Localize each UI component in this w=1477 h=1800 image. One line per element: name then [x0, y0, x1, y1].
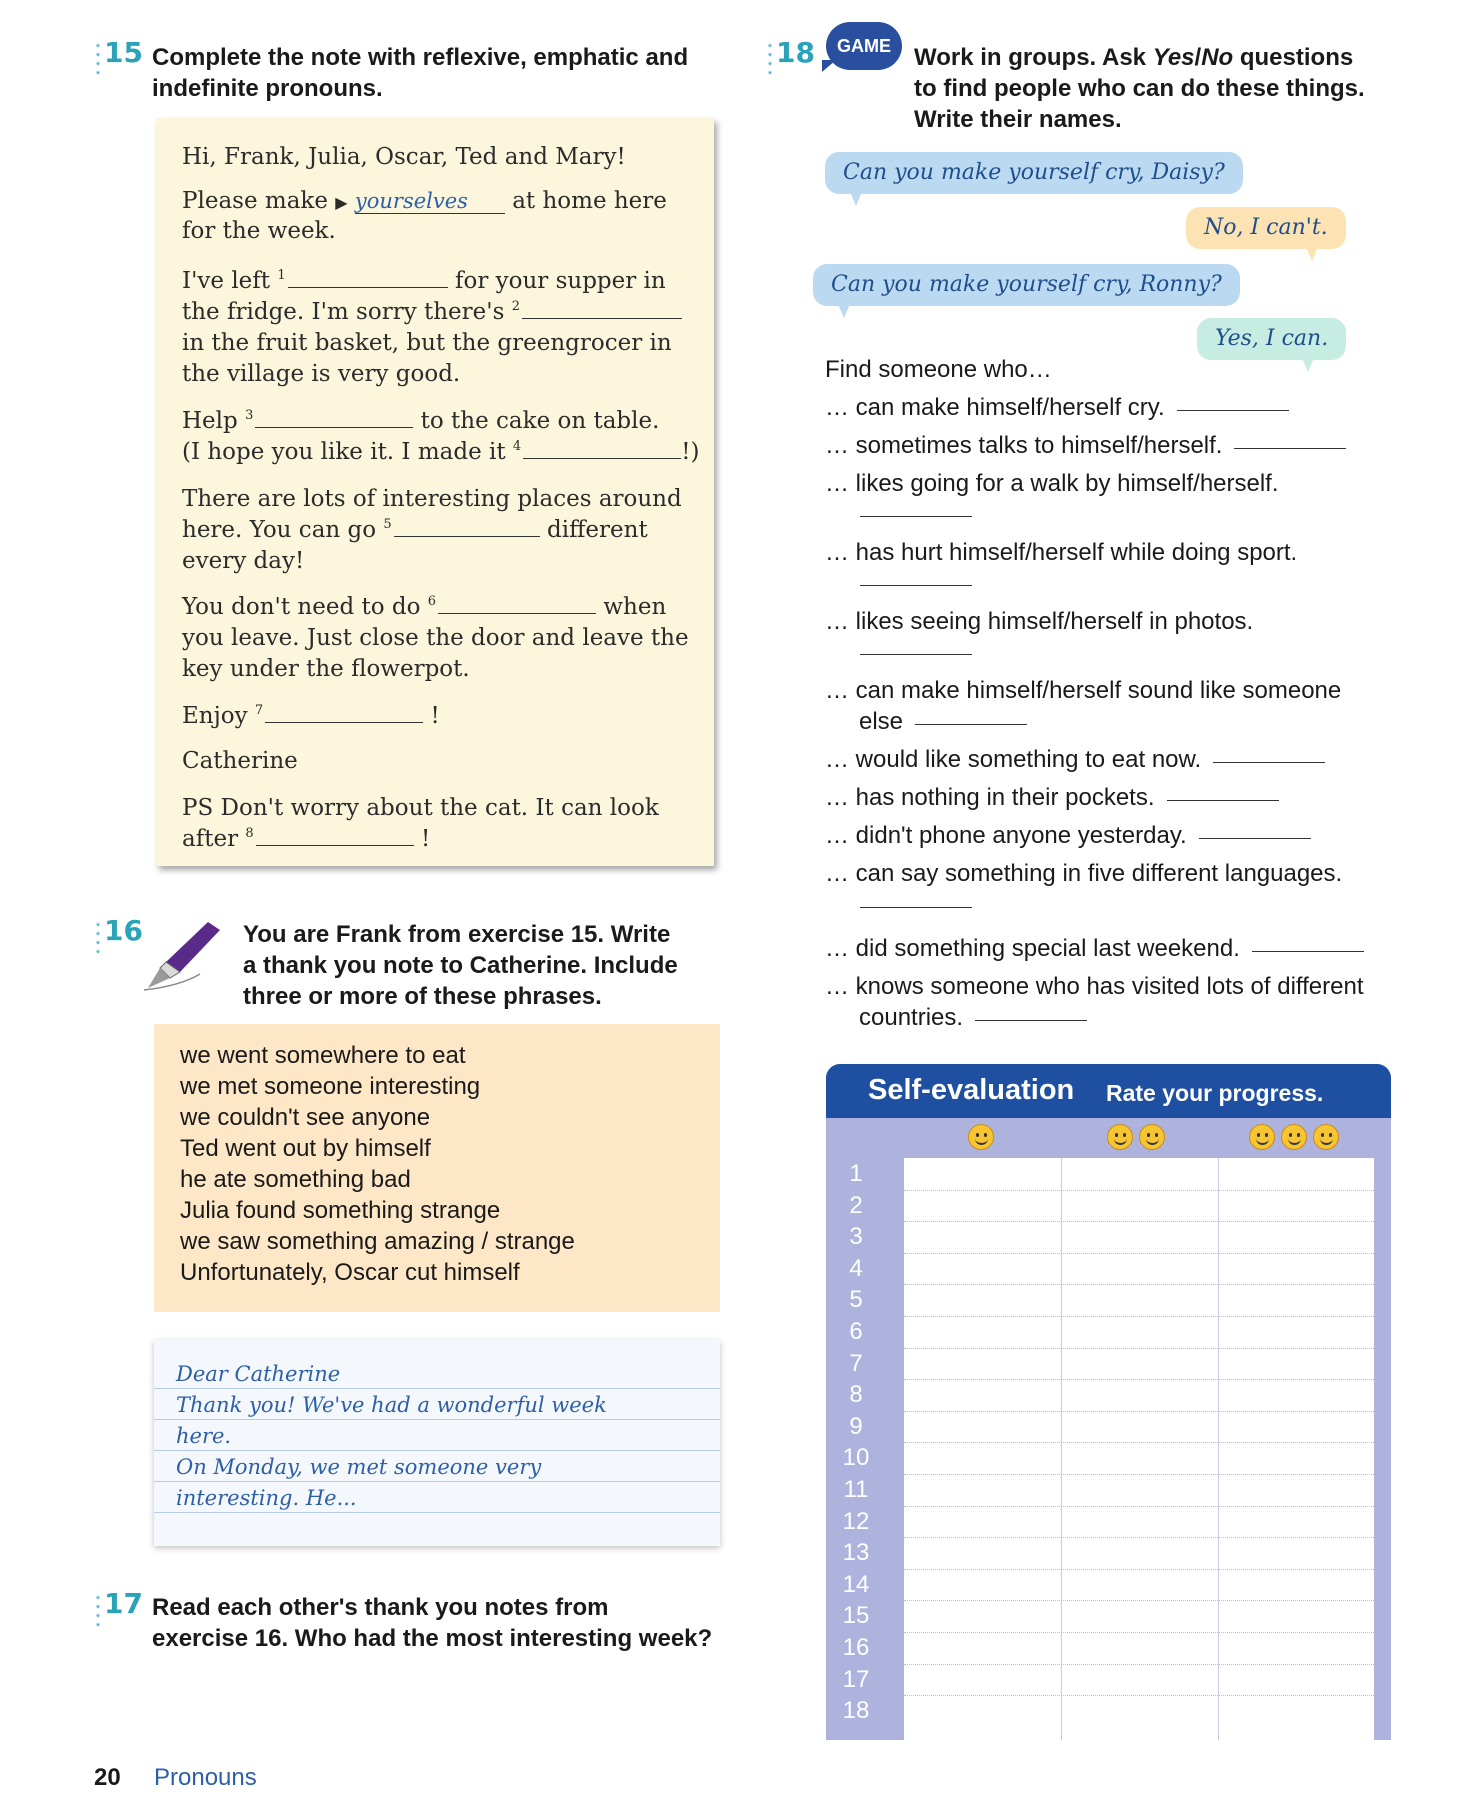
instruction-line: Read each other's thank you notes from	[152, 1594, 609, 1621]
instruction-line: to find people who can do these things.	[914, 75, 1365, 102]
instruction-text: Work in groups. Ask	[914, 44, 1153, 71]
row-number: 14	[842, 1570, 870, 1598]
note-line	[182, 188, 667, 214]
name-blank[interactable]	[1199, 838, 1311, 839]
note-line: in the fruit basket, but the greengrocer in	[182, 330, 672, 356]
smiley-icon	[1249, 1124, 1275, 1150]
instruction-text: No	[1201, 44, 1234, 71]
grid-column-divider	[1061, 1158, 1062, 1740]
rating-grid[interactable]	[904, 1158, 1374, 1740]
answer-blank-4[interactable]	[523, 458, 681, 459]
page-number: 20	[94, 1764, 121, 1791]
speech-bubble-a1: No, I can't.	[1186, 207, 1346, 249]
find-item	[825, 470, 1279, 498]
answer-blank-1[interactable]	[288, 287, 448, 288]
row-number: 1	[849, 1160, 863, 1187]
row-number: 5	[849, 1286, 863, 1314]
find-item-text: … has nothing in their pockets.	[825, 784, 1155, 811]
instruction-line: three or more of these phrases.	[243, 983, 602, 1010]
paper-rule	[154, 1512, 720, 1513]
paper-rule	[154, 1450, 720, 1451]
name-blank[interactable]	[975, 1020, 1087, 1021]
exercise-15-instruction	[152, 42, 688, 104]
row-number: 16	[842, 1634, 870, 1661]
note-text: !	[430, 703, 440, 729]
find-item	[825, 822, 1311, 850]
instruction-line	[914, 42, 1365, 73]
grid-row-divider	[904, 1442, 1374, 1443]
grid-row-divider	[904, 1253, 1374, 1254]
grid-row-divider	[904, 1221, 1374, 1222]
row-number: 11	[843, 1476, 869, 1503]
example-answer: yourselves	[355, 189, 505, 214]
find-item-text: … likes going for a walk by himself/herself.	[825, 470, 1279, 497]
find-item	[825, 746, 1325, 774]
find-item	[825, 860, 1342, 888]
exercise-17-instruction	[152, 1592, 712, 1654]
gap-number: 5	[383, 517, 392, 533]
note-line	[182, 826, 430, 852]
section-title: Pronouns	[154, 1764, 257, 1791]
gap-number: 7	[254, 703, 264, 719]
name-blank[interactable]	[860, 585, 972, 586]
smiley-icon	[968, 1124, 994, 1150]
grid-row-divider	[904, 1600, 1374, 1601]
rating-one-smiley	[965, 1124, 997, 1155]
smiley-icon	[1313, 1124, 1339, 1150]
note-text: for your supper in	[454, 268, 666, 294]
name-blank[interactable]	[1177, 410, 1289, 411]
note-card	[156, 118, 714, 866]
note-text: Enjoy	[182, 703, 248, 729]
find-item-blank-row	[848, 569, 972, 597]
note-text: !	[420, 826, 431, 852]
game-badge	[826, 22, 902, 70]
instruction-text: questions	[1233, 44, 1354, 71]
letter-line: Thank you! We've had a wonderful week	[176, 1393, 607, 1417]
exercise-16-instruction	[243, 919, 678, 1012]
gap-number: 1	[277, 268, 286, 284]
find-item-text: … can make himself/herself sound like someone	[825, 677, 1342, 704]
row-number: 13	[842, 1539, 870, 1567]
answer-blank-2[interactable]	[522, 318, 682, 319]
grid-row-divider	[904, 1632, 1374, 1633]
find-item	[825, 677, 1341, 705]
find-item-text: else	[859, 708, 904, 735]
note-text: Please make	[182, 188, 328, 214]
name-blank[interactable]	[860, 516, 972, 517]
find-item-text: … sometimes talks to himself/herself.	[825, 432, 1223, 459]
find-item-text: … has hurt himself/herself while doing sport.	[825, 539, 1298, 566]
gap-number: 4	[512, 439, 522, 455]
bubble-tail	[838, 304, 850, 318]
row-number: 18	[842, 1697, 870, 1725]
game-badge-label: GAME	[837, 36, 891, 56]
note-text: the fridge. I'm sorry there's	[182, 299, 505, 325]
note-line: PS Don't worry about the cat. It can look	[182, 795, 659, 821]
row-number: 10	[842, 1444, 870, 1472]
find-item	[825, 608, 1253, 636]
instruction-line: Complete the note with reflexive, emphatic and	[152, 44, 689, 71]
note-line	[182, 439, 699, 465]
note-text: !)	[681, 439, 700, 465]
row-number: 6	[849, 1318, 863, 1345]
phrase-item: we couldn't see anyone	[180, 1104, 431, 1131]
grid-row-divider	[904, 1537, 1374, 1538]
grid-row-divider	[904, 1284, 1374, 1285]
speech-bubble-q1: Can you make yourself cry, Daisy?	[825, 152, 1243, 194]
name-blank[interactable]	[1167, 800, 1279, 801]
instruction-line: Write their names.	[914, 106, 1122, 133]
instruction-text: /	[1194, 44, 1202, 71]
smiley-icon	[1281, 1124, 1307, 1150]
find-item	[825, 539, 1297, 567]
exercise-15-number: 15	[104, 36, 143, 69]
find-intro: Find someone who…	[825, 356, 1052, 383]
find-item-text: countries.	[859, 1004, 964, 1031]
phrase-item: we went somewhere to eat	[180, 1042, 466, 1069]
row-number: 8	[849, 1381, 863, 1409]
star-marker-icon: * * * *	[767, 42, 773, 81]
paper-rule	[154, 1419, 720, 1420]
gap-number: 2	[511, 299, 520, 315]
find-item	[825, 935, 1364, 963]
grid-row-divider	[904, 1474, 1374, 1475]
note-line	[182, 299, 682, 325]
self-evaluation-panel	[826, 1064, 1391, 1740]
note-line: you leave. Just close the door and leave the	[182, 625, 689, 651]
instruction-line: indefinite pronouns.	[152, 75, 383, 102]
letter-line: Dear Catherine	[176, 1362, 341, 1386]
find-item-text: … can make himself/herself cry.	[825, 394, 1165, 421]
star-marker-icon: * * * *	[95, 1594, 101, 1633]
row-number: 9	[849, 1412, 863, 1440]
row-number: 2	[849, 1191, 863, 1219]
gap-number: 3	[245, 408, 254, 424]
exercise-18-number: 18	[776, 36, 815, 69]
bubble-tail	[850, 192, 862, 206]
self-evaluation-title: Self-evaluation	[868, 1074, 1075, 1106]
note-line	[182, 703, 440, 729]
row-number: 12	[842, 1507, 870, 1535]
grid-row-divider	[904, 1569, 1374, 1570]
note-text: (I hope you like it. I made it	[182, 439, 506, 465]
find-item-blank-row	[848, 500, 972, 528]
name-blank[interactable]	[1234, 448, 1346, 449]
note-line: every day!	[182, 548, 305, 574]
note-signature: Catherine	[182, 748, 298, 774]
grid-column-divider	[1218, 1158, 1219, 1740]
row-number: 4	[849, 1254, 863, 1282]
answer-blank-6[interactable]	[438, 613, 596, 614]
grid-row-divider	[904, 1379, 1374, 1380]
row-number: 17	[842, 1665, 870, 1693]
find-item	[859, 1004, 1087, 1032]
paper-rule	[154, 1481, 720, 1482]
note-line: There are lots of interesting places around	[182, 486, 682, 512]
smiley-icon	[1107, 1124, 1133, 1150]
note-text: You don't need to do	[182, 594, 421, 620]
rating-three-smileys	[1246, 1124, 1342, 1155]
answer-blank-5[interactable]	[394, 536, 540, 537]
phrase-item: Ted went out by himself	[180, 1135, 431, 1162]
phrase-item: Unfortunately, Oscar cut himself	[180, 1259, 520, 1286]
answer-blank-3[interactable]	[255, 427, 413, 428]
find-item-blank-row	[848, 638, 972, 666]
gap-number: 6	[427, 594, 437, 610]
letter-line: interesting. He...	[176, 1486, 357, 1510]
instruction-line: You are Frank from exercise 15. Write	[243, 921, 671, 948]
row-number: 15	[842, 1602, 870, 1630]
example-letter	[154, 1340, 720, 1546]
exercise-16-number: 16	[104, 914, 143, 947]
letter-line: On Monday, we met someone very	[176, 1455, 542, 1479]
name-blank[interactable]	[1213, 762, 1325, 763]
name-blank[interactable]	[860, 654, 972, 655]
note-text: when	[603, 594, 667, 620]
phrases-box	[154, 1024, 720, 1312]
find-item	[825, 432, 1346, 460]
letter-line: here.	[176, 1424, 232, 1448]
note-line	[182, 268, 666, 294]
note-text: after	[182, 826, 239, 852]
find-item-text: … likes seeing himself/herself in photos.	[825, 608, 1254, 635]
grid-row-divider	[904, 1411, 1374, 1412]
gap-number: 8	[245, 826, 254, 842]
rating-two-smileys	[1104, 1124, 1168, 1155]
self-evaluation-subtitle: Rate your progress.	[1106, 1080, 1324, 1106]
find-item	[859, 708, 1027, 736]
find-item-blank-row	[848, 891, 972, 919]
name-blank[interactable]	[915, 724, 1027, 725]
star-marker-icon: * * * *	[95, 921, 101, 960]
find-item-text: … did something special last weekend.	[825, 935, 1240, 962]
speech-bubble-a2: Yes, I can.	[1197, 318, 1346, 360]
note-text: here. You can go	[182, 517, 377, 543]
note-text: I've left	[182, 268, 271, 294]
find-item-text: … knows someone who has visited lots of different	[825, 973, 1364, 1000]
note-text: Help	[182, 408, 238, 434]
example-arrow-icon: ▶	[335, 193, 348, 212]
badge-tail	[822, 60, 836, 72]
phrase-item: we saw something amazing / strange	[180, 1228, 575, 1255]
row-number: 3	[849, 1223, 863, 1251]
note-text: different	[547, 517, 648, 543]
note-line	[182, 408, 659, 434]
paper-rule	[154, 1388, 720, 1389]
star-marker-icon: * * * *	[95, 42, 101, 81]
exercise-18-instruction	[914, 42, 1365, 135]
phrase-item: we met someone interesting	[180, 1073, 481, 1100]
grid-row-divider	[904, 1316, 1374, 1317]
pen-icon	[140, 916, 224, 992]
note-text: to the cake on table.	[420, 408, 660, 434]
bubble-tail	[1306, 247, 1318, 261]
exercise-17-number: 17	[104, 1587, 143, 1620]
phrase-item: Julia found something strange	[180, 1197, 501, 1224]
row-number: 7	[849, 1349, 863, 1377]
note-line: the village is very good.	[182, 361, 461, 387]
note-line	[182, 594, 666, 620]
note-greeting: Hi, Frank, Julia, Oscar, Ted and Mary!	[182, 144, 626, 170]
answer-blank-7[interactable]	[265, 722, 423, 723]
note-text: at home here	[512, 188, 667, 214]
find-item	[825, 784, 1279, 812]
instruction-text: Yes	[1152, 44, 1195, 71]
bubble-tail	[1302, 358, 1314, 372]
grid-row-divider	[904, 1664, 1374, 1665]
note-line: key under the flowerpot.	[182, 656, 470, 682]
find-item	[825, 394, 1289, 422]
find-item	[825, 973, 1364, 1001]
grid-row-divider	[904, 1190, 1374, 1191]
answer-blank-8[interactable]	[256, 845, 414, 846]
grid-row-divider	[904, 1348, 1374, 1349]
grid-row-divider	[904, 1695, 1374, 1696]
instruction-line: exercise 16. Who had the most interesting week?	[152, 1625, 713, 1652]
find-item-text: … would like something to eat now.	[825, 746, 1202, 773]
note-line: for the week.	[182, 218, 336, 244]
name-blank[interactable]	[1252, 951, 1364, 952]
speech-bubble-q2: Can you make yourself cry, Ronny?	[813, 264, 1240, 306]
self-evaluation-header	[826, 1064, 1391, 1118]
note-line	[182, 517, 648, 543]
find-item-text: … can say something in five different languages.	[825, 860, 1343, 887]
smiley-icon	[1139, 1124, 1165, 1150]
phrase-item: he ate something bad	[180, 1166, 411, 1193]
find-item-text: … didn't phone anyone yesterday.	[825, 822, 1187, 849]
name-blank[interactable]	[860, 907, 972, 908]
grid-row-divider	[904, 1506, 1374, 1507]
instruction-line: a thank you note to Catherine. Include	[243, 952, 678, 979]
